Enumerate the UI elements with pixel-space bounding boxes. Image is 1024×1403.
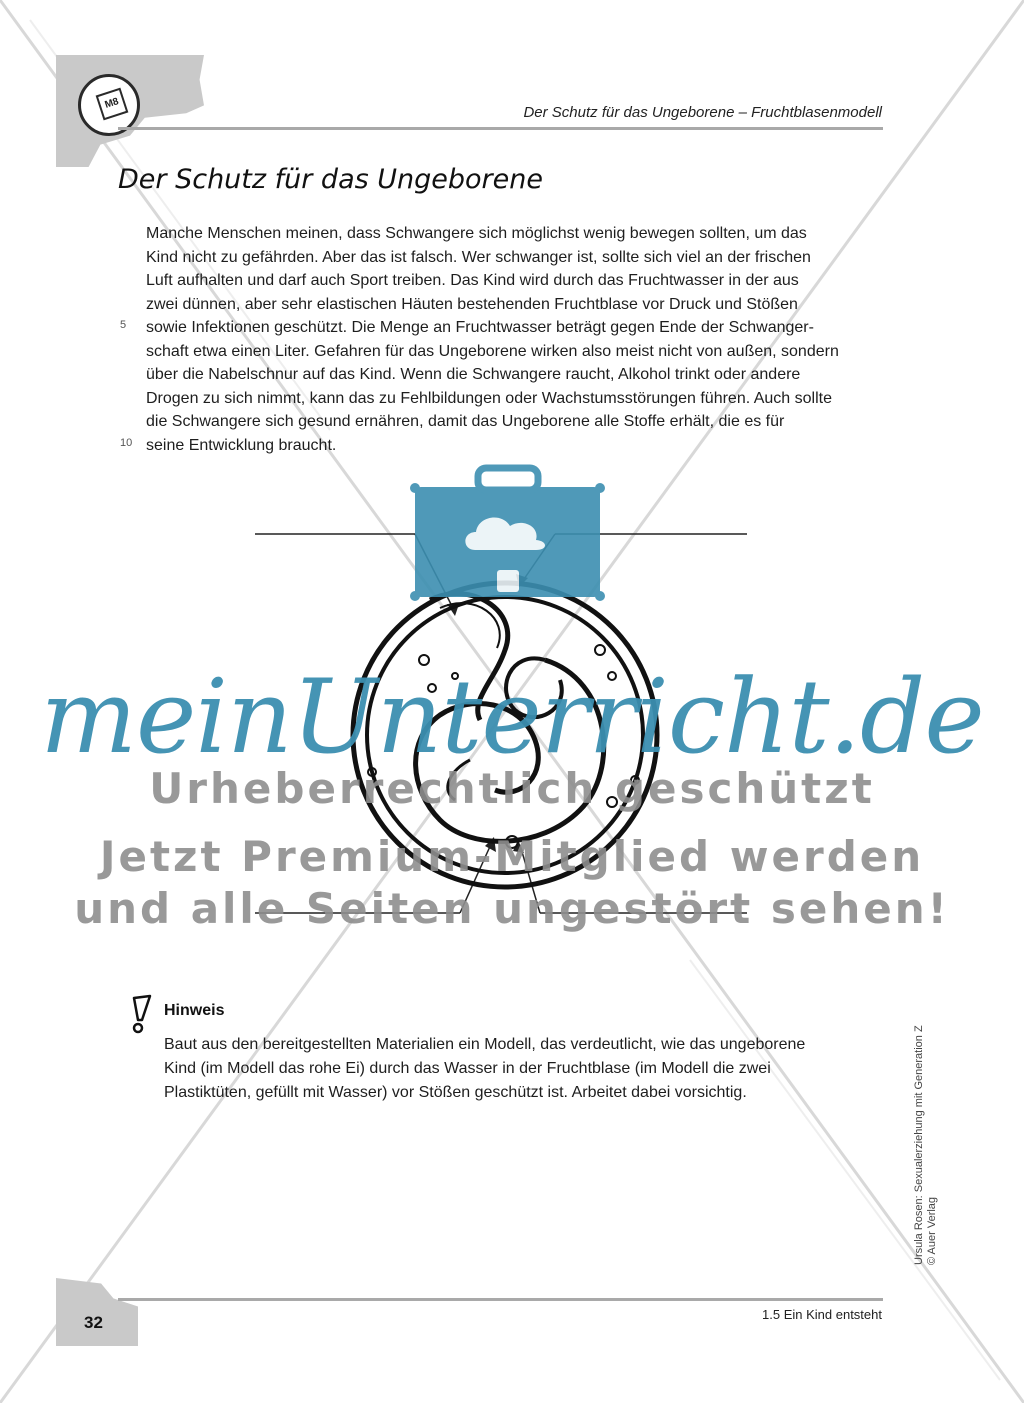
line-number-5: 5 [120,319,127,331]
running-header-title: Der Schutz für das Ungeborene – Fruchtblasenmodell [523,104,882,121]
body-line: Manche Menschen meinen, dass Schwangere sich möglichst wenig bewegen sollten, um das [146,225,807,242]
fluid-bubble [595,645,605,655]
side-credit-author: Ursula Rosen: Sexualerziehung mit Generation Z [913,1025,925,1265]
footer-rule [118,1298,883,1301]
hint-title: Hinweis [164,1002,225,1019]
badge-label: M8 [96,88,129,121]
hint-text [164,1033,864,1105]
body-line: Drogen zu sich nimmt, kann das zu Fehlbildungen oder Wachstumsstörungen führen. Auch sollte [146,389,832,407]
body-line: zwei dünnen, aber sehr elastischen Häuten bestehenden Fruchtblase vor Druck und Stößen [146,295,798,313]
watermark-briefcase-icon [410,468,605,601]
body-line: seine Entwicklung braucht. [146,436,337,454]
side-credit-publisher: © Auer Verlag [926,1196,938,1265]
body-line: Kind nicht zu gefährden. Aber das ist falsch. Wer schwanger ist, sollte sich viel an der frischen [146,248,811,266]
body-line: schaft etwa einen Liter. Gefahren für das Ungeborene wirken also meist nicht von außen, sondern [146,342,839,360]
body-line: über die Nabelschnur auf das Kind. Wenn die Schwangere raucht, Alkohol trinkt oder andere [146,366,801,383]
hint-line: Baut aus den bereitgestellten Materialien ein Modell, das verdeutlicht, wie das ungeborene [164,1036,806,1053]
hint-line: Kind (im Modell das rohe Ei) durch das Wasser in der Fruchtblase (im Modell die zwei [164,1060,771,1077]
side-credit [913,1025,939,1265]
body-line: Luft aufhalten und darf auch Sport treiben. Das Kind wird durch das Fruchtwasser in der aus [146,272,799,289]
body-line: die Schwangere sich gesund ernähren, damit das Ungeborene alle Stoffe erhält, die es für [146,413,785,430]
body-line: sowie Infektionen geschützt. Die Menge an Fruchtwasser beträgt gegen Ende der Schwanger- [146,319,814,336]
watermark-pages: und alle Seiten ungestört sehen! [74,884,950,933]
exclamation-icon [126,994,156,1036]
page-title: Der Schutz für das Ungeborene [118,164,543,195]
watermark-premium: Jetzt Premium-Mitglied werden [99,832,925,881]
chapter-label: 1.5 Ein Kind entsteht [762,1307,882,1322]
page-number: 32 [84,1313,103,1332]
watermark-logo: meinUnterricht.de [40,658,984,777]
watermark-copyright: Urheberrechtlich geschützt [149,764,875,813]
hint-line: Plastiktüten, gefüllt mit Wasser) vor Stößen geschützt ist. Arbeitet dabei vorsichtig. [164,1084,747,1101]
line-number-10: 10 [120,437,133,449]
